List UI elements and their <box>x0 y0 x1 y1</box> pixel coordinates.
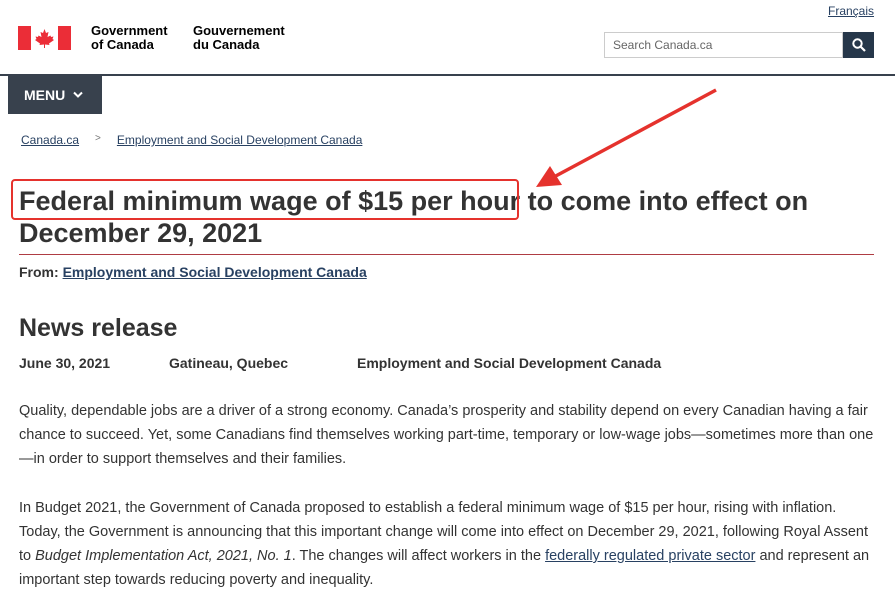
canada-flag-icon <box>18 26 71 50</box>
annotation-highlight-box <box>11 179 519 220</box>
section-heading: News release <box>19 314 178 342</box>
gov-wordmark-en[interactable] <box>91 24 168 52</box>
site-header <box>0 0 895 76</box>
gov-wordmark-fr[interactable] <box>193 24 285 52</box>
menu-label: MENU <box>24 87 66 103</box>
release-department: Employment and Social Development Canada <box>357 355 662 371</box>
breadcrumb-separator-icon: > <box>95 133 101 144</box>
page-title: Federal minimum wage of $15 per hour to come into effect on December 29, 2021 <box>19 186 809 248</box>
gov-en-line2: of Canada <box>91 37 154 52</box>
search-icon <box>852 38 866 52</box>
release-date: June 30, 2021 <box>19 355 111 371</box>
gov-fr-line2: du Canada <box>193 37 260 52</box>
language-toggle-link[interactable]: Français <box>828 4 875 18</box>
para2-text-end: and represent an important step towards reducing poverty and inequality. <box>19 548 870 588</box>
breadcrumb-link-canada[interactable]: Canada.ca <box>21 133 80 147</box>
from-department-link[interactable]: Employment and Social Development Canada <box>62 264 367 280</box>
from-label: From: <box>19 264 59 280</box>
para2-text-start: In Budget 2021, the Government of Canada proposed to establish a federal minimum wage of $15 per hour, rising with inflation. Today, the Government is announcing that this important change will come into effect on December 29, 2021, following Royal Assent to <box>19 500 869 564</box>
annotation-arrow-icon <box>530 86 730 191</box>
title-divider <box>19 254 874 255</box>
menu-button[interactable] <box>8 76 102 114</box>
para2-text-mid: . The changes will affect workers in the <box>291 548 546 564</box>
search-button[interactable] <box>843 32 874 58</box>
gov-en-line1: Government <box>91 23 168 38</box>
search-input[interactable]: Search Canada.ca <box>604 32 843 58</box>
gov-fr-line1: Gouvernement <box>193 23 285 38</box>
chevron-down-icon <box>73 91 83 99</box>
breadcrumb <box>21 133 362 147</box>
release-location: Gatineau, Quebec <box>169 355 289 371</box>
body-paragraph-2 <box>19 496 879 592</box>
from-line <box>19 264 367 280</box>
act-title: Budget Implementation Act, 2021, No. 1 <box>35 548 292 564</box>
body-paragraph-1: Quality, dependable jobs are a driver of a strong economy. Canada’s prosperity and stability depend on every Canadian having a fair chance to succeed. Yet, some Canadians find themselves working part-time, temporary or low-wage jobs—sometimes more than one—in order to support themselves and their families. <box>19 403 874 467</box>
breadcrumb-link-esdc[interactable]: Employment and Social Development Canada <box>116 133 363 147</box>
federally-regulated-link[interactable]: federally regulated private sector <box>545 548 756 564</box>
